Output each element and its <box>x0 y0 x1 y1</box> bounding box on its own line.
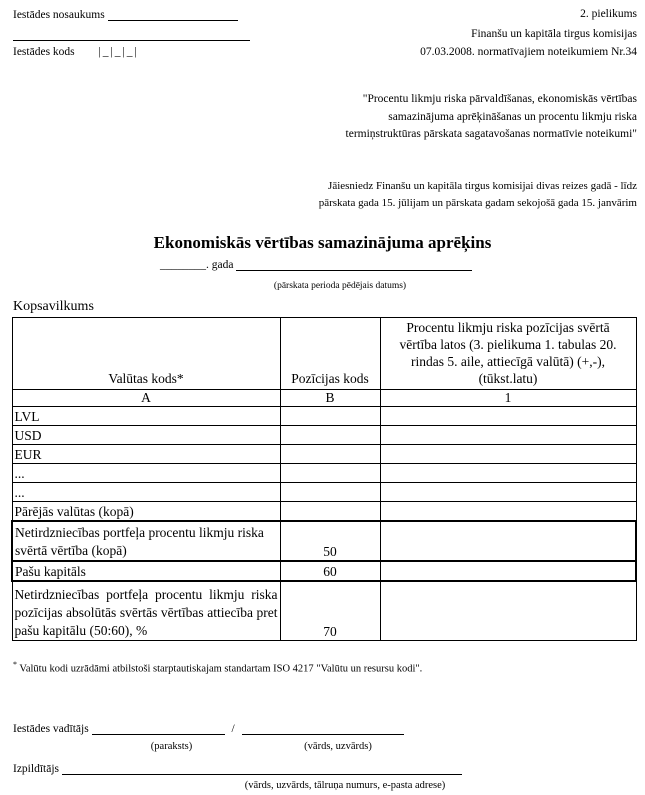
footnote <box>13 660 422 675</box>
institution-name-row <box>13 8 238 21</box>
position-code-cell[interactable] <box>280 483 380 502</box>
col-a-index: A <box>12 390 280 407</box>
report-date-row <box>160 258 472 271</box>
institution-name-label: Iestādes nosaukums <box>13 9 105 21</box>
col-1-header: Procentu likmju riska pozīcijas svērtā vērtība latos (3. pielikuma 1. tabulas 20. rindas 5. aile, attiecīgā valūtā) (+,-), (tūkst.latu) <box>380 318 636 390</box>
footnote-text: Valūtu kodi uzrādāmi atbilstoši starptautiskajam standartam ISO 4217 "Valūtu un resursu kodi". <box>17 663 423 675</box>
table-row-own-capital <box>12 561 636 581</box>
institution-code-row <box>13 46 139 58</box>
regulation-date: 07.03.2008. normatīvajiem noteikumiem Nr.34 <box>420 46 637 58</box>
table-row <box>12 407 636 426</box>
ratio-cell[interactable] <box>380 581 636 641</box>
report-date-suffix: . gada <box>206 259 234 271</box>
value-cell-eur[interactable] <box>380 445 636 464</box>
page-title: Ekonomiskās vērtības samazinājuma aprēķins <box>153 233 492 252</box>
own-capital-code: 60 <box>280 561 380 581</box>
currency-lvl: LVL <box>12 407 280 426</box>
own-capital-label: Pašu kapitāls <box>12 561 280 581</box>
head-signature-row <box>13 722 404 735</box>
value-cell-usd[interactable] <box>380 426 636 445</box>
executor-field[interactable] <box>62 762 462 775</box>
footnote-marker: * <box>13 660 17 669</box>
report-date-caption: (pārskata perioda pēdējais datums) <box>273 281 407 291</box>
col-1-index: 1 <box>380 390 636 407</box>
position-code-cell[interactable] <box>280 502 380 521</box>
table-row <box>12 464 636 483</box>
currency-eur: EUR <box>12 445 280 464</box>
col-b-index: B <box>280 390 380 407</box>
report-date-field[interactable] <box>236 258 472 271</box>
position-code-cell[interactable] <box>280 445 380 464</box>
executor-row <box>13 762 462 775</box>
ratio-code: 70 <box>280 581 380 641</box>
net-value-cell[interactable] <box>380 521 636 561</box>
col-a-header: Valūtas kods* <box>12 318 280 390</box>
position-code-cell[interactable] <box>280 426 380 445</box>
currency-ellipsis-1: ... <box>12 464 280 483</box>
regulation-line-1: "Procentu likmju riska pārvaldīšanas, ekonomiskās vērtības <box>362 93 637 105</box>
table-row-ratio <box>12 581 636 641</box>
currency-other-total: Pārējās valūtas (kopā) <box>12 502 280 521</box>
regulation-line-3: termiņstruktūras pārskata sagatavošanas normatīvie noteikumi" <box>345 128 637 140</box>
signature-slash: / <box>231 723 235 735</box>
col-b-header: Pozīcijas kods <box>280 318 380 390</box>
own-capital-cell[interactable] <box>380 561 636 581</box>
institution-name-field[interactable] <box>108 8 238 21</box>
submission-line-2: pārskata gada 15. jūlijam un pārskata gadam sekojošā gada 15. janvārim <box>318 197 637 209</box>
signature-caption: (paraksts) <box>150 741 193 752</box>
institution-name-field-line2[interactable] <box>13 40 250 41</box>
table-row <box>12 502 636 521</box>
table-row-net-value <box>12 521 636 561</box>
table-header-row <box>12 318 636 390</box>
summary-label: Kopsavilkums <box>13 299 94 314</box>
institution-code-label: Iestādes kods <box>13 46 75 58</box>
position-code-cell[interactable] <box>280 407 380 426</box>
summary-table <box>11 317 637 641</box>
currency-ellipsis-2: ... <box>12 483 280 502</box>
table-row <box>12 426 636 445</box>
regulation-line-2: samazinājuma aprēķināšanas un procentu likmju riska <box>388 111 637 123</box>
executor-caption: (vārds, uzvārds, tālruņa numurs, e-pasta adrese) <box>244 780 446 791</box>
value-cell[interactable] <box>380 464 636 483</box>
report-date-year-blank[interactable]: ________ <box>160 259 206 271</box>
appendix-number: 2. pielikums <box>580 8 637 20</box>
position-code-cell[interactable] <box>280 464 380 483</box>
executor-label: Izpildītājs <box>13 763 59 775</box>
value-cell-lvl[interactable] <box>380 407 636 426</box>
value-cell-other[interactable] <box>380 502 636 521</box>
table-row <box>12 483 636 502</box>
institution-code-boxes[interactable]: |_|_|_| <box>98 46 139 58</box>
net-value-label: Netirdzniecības portfeļa procentu likmju riska svērtā vērtība (kopā) <box>12 521 280 561</box>
ratio-label: Netirdzniecības portfeļa procentu likmju riska pozīcijas absolūtās svērtās vērtības attiecība pret pašu kapitālu (50:60), % <box>12 581 280 641</box>
head-label: Iestādes vadītājs <box>13 723 89 735</box>
table-index-row <box>12 390 636 407</box>
net-value-code: 50 <box>280 521 380 561</box>
table-row <box>12 445 636 464</box>
submission-line-1: Jāiesniedz Finanšu un kapitāla tirgus komisijai divas reizes gadā - līdz <box>328 180 637 192</box>
name-caption: (vārds, uzvārds) <box>304 741 372 752</box>
head-name-field[interactable] <box>242 722 404 735</box>
head-signature-field[interactable] <box>92 722 225 735</box>
currency-usd: USD <box>12 426 280 445</box>
value-cell[interactable] <box>380 483 636 502</box>
commission-name: Finanšu un kapitāla tirgus komisijas <box>471 28 637 40</box>
